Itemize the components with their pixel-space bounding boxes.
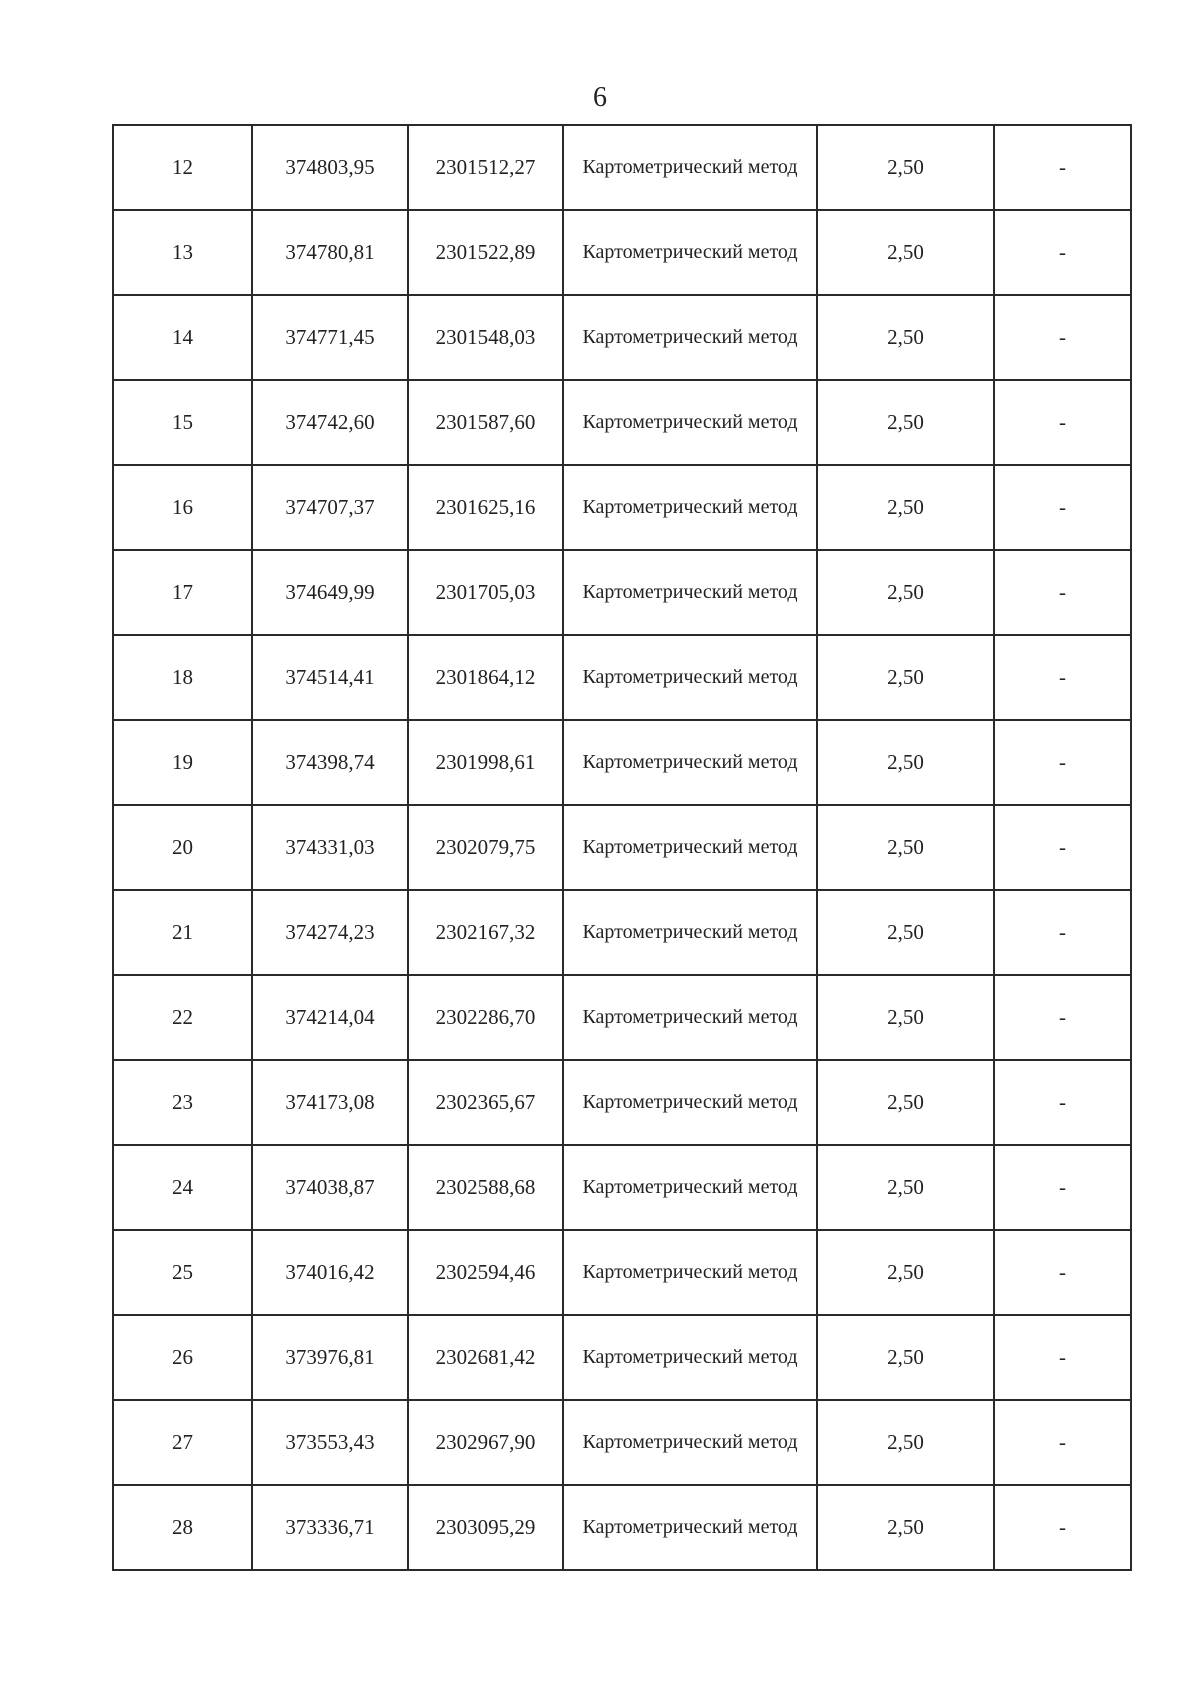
point-number-cell: 12 bbox=[113, 125, 252, 210]
y-coordinate-cell: 2302079,75 bbox=[408, 805, 563, 890]
x-coordinate-cell: 373976,81 bbox=[252, 1315, 408, 1400]
accuracy-cell: 2,50 bbox=[817, 1400, 994, 1485]
accuracy-cell: 2,50 bbox=[817, 210, 994, 295]
x-coordinate-cell: 374514,41 bbox=[252, 635, 408, 720]
table-row bbox=[113, 805, 1131, 890]
method-cell: Картометрический метод bbox=[563, 380, 817, 465]
point-number-cell: 27 bbox=[113, 1400, 252, 1485]
method-cell: Картометрический метод bbox=[563, 1230, 817, 1315]
x-coordinate-cell: 374398,74 bbox=[252, 720, 408, 805]
note-cell: - bbox=[994, 1485, 1131, 1570]
accuracy-cell: 2,50 bbox=[817, 975, 994, 1060]
accuracy-cell: 2,50 bbox=[817, 380, 994, 465]
accuracy-cell: 2,50 bbox=[817, 635, 994, 720]
x-coordinate-cell: 374274,23 bbox=[252, 890, 408, 975]
point-number-cell: 26 bbox=[113, 1315, 252, 1400]
x-coordinate-cell: 374649,99 bbox=[252, 550, 408, 635]
y-coordinate-cell: 2301705,03 bbox=[408, 550, 563, 635]
method-cell: Картометрический метод bbox=[563, 635, 817, 720]
method-cell: Картометрический метод bbox=[563, 125, 817, 210]
table-row bbox=[113, 1145, 1131, 1230]
y-coordinate-cell: 2301864,12 bbox=[408, 635, 563, 720]
y-coordinate-cell: 2301512,27 bbox=[408, 125, 563, 210]
y-coordinate-cell: 2302365,67 bbox=[408, 1060, 563, 1145]
point-number-cell: 22 bbox=[113, 975, 252, 1060]
note-cell: - bbox=[994, 975, 1131, 1060]
table-row bbox=[113, 1315, 1131, 1400]
page-number: 6 bbox=[593, 82, 607, 113]
point-number-cell: 28 bbox=[113, 1485, 252, 1570]
x-coordinate-cell: 374173,08 bbox=[252, 1060, 408, 1145]
x-coordinate-cell: 374331,03 bbox=[252, 805, 408, 890]
x-coordinate-cell: 374742,60 bbox=[252, 380, 408, 465]
accuracy-cell: 2,50 bbox=[817, 125, 994, 210]
point-number-cell: 15 bbox=[113, 380, 252, 465]
accuracy-cell: 2,50 bbox=[817, 720, 994, 805]
note-cell: - bbox=[994, 465, 1131, 550]
note-cell: - bbox=[994, 720, 1131, 805]
note-cell: - bbox=[994, 1145, 1131, 1230]
table-row bbox=[113, 890, 1131, 975]
accuracy-cell: 2,50 bbox=[817, 1315, 994, 1400]
x-coordinate-cell: 374771,45 bbox=[252, 295, 408, 380]
note-cell: - bbox=[994, 380, 1131, 465]
table-row bbox=[113, 1060, 1131, 1145]
note-cell: - bbox=[994, 1060, 1131, 1145]
method-cell: Картометрический метод bbox=[563, 1400, 817, 1485]
point-number-cell: 14 bbox=[113, 295, 252, 380]
point-number-cell: 23 bbox=[113, 1060, 252, 1145]
y-coordinate-cell: 2302967,90 bbox=[408, 1400, 563, 1485]
y-coordinate-cell: 2302681,42 bbox=[408, 1315, 563, 1400]
accuracy-cell: 2,50 bbox=[817, 550, 994, 635]
point-number-cell: 18 bbox=[113, 635, 252, 720]
table-row bbox=[113, 380, 1131, 465]
note-cell: - bbox=[994, 635, 1131, 720]
method-cell: Картометрический метод bbox=[563, 975, 817, 1060]
note-cell: - bbox=[994, 1400, 1131, 1485]
point-number-cell: 20 bbox=[113, 805, 252, 890]
method-cell: Картометрический метод bbox=[563, 720, 817, 805]
point-number-cell: 17 bbox=[113, 550, 252, 635]
x-coordinate-cell: 373336,71 bbox=[252, 1485, 408, 1570]
y-coordinate-cell: 2301587,60 bbox=[408, 380, 563, 465]
x-coordinate-cell: 374803,95 bbox=[252, 125, 408, 210]
point-number-cell: 25 bbox=[113, 1230, 252, 1315]
table-row bbox=[113, 1485, 1131, 1570]
table-row bbox=[113, 975, 1131, 1060]
method-cell: Картометрический метод bbox=[563, 210, 817, 295]
point-number-cell: 13 bbox=[113, 210, 252, 295]
coordinates-table bbox=[112, 124, 1132, 1571]
y-coordinate-cell: 2301522,89 bbox=[408, 210, 563, 295]
y-coordinate-cell: 2303095,29 bbox=[408, 1485, 563, 1570]
y-coordinate-cell: 2301625,16 bbox=[408, 465, 563, 550]
accuracy-cell: 2,50 bbox=[817, 890, 994, 975]
y-coordinate-cell: 2302588,68 bbox=[408, 1145, 563, 1230]
table-row bbox=[113, 720, 1131, 805]
x-coordinate-cell: 374707,37 bbox=[252, 465, 408, 550]
accuracy-cell: 2,50 bbox=[817, 465, 994, 550]
accuracy-cell: 2,50 bbox=[817, 1485, 994, 1570]
accuracy-cell: 2,50 bbox=[817, 1060, 994, 1145]
note-cell: - bbox=[994, 1230, 1131, 1315]
x-coordinate-cell: 374214,04 bbox=[252, 975, 408, 1060]
coordinates-table-body bbox=[113, 125, 1131, 1570]
method-cell: Картометрический метод bbox=[563, 465, 817, 550]
point-number-cell: 16 bbox=[113, 465, 252, 550]
x-coordinate-cell: 373553,43 bbox=[252, 1400, 408, 1485]
x-coordinate-cell: 374780,81 bbox=[252, 210, 408, 295]
note-cell: - bbox=[994, 1315, 1131, 1400]
accuracy-cell: 2,50 bbox=[817, 805, 994, 890]
point-number-cell: 24 bbox=[113, 1145, 252, 1230]
table-row bbox=[113, 210, 1131, 295]
x-coordinate-cell: 374016,42 bbox=[252, 1230, 408, 1315]
note-cell: - bbox=[994, 890, 1131, 975]
y-coordinate-cell: 2302167,32 bbox=[408, 890, 563, 975]
note-cell: - bbox=[994, 550, 1131, 635]
accuracy-cell: 2,50 bbox=[817, 1230, 994, 1315]
accuracy-cell: 2,50 bbox=[817, 295, 994, 380]
method-cell: Картометрический метод bbox=[563, 1315, 817, 1400]
table-row bbox=[113, 1400, 1131, 1485]
method-cell: Картометрический метод bbox=[563, 550, 817, 635]
table-row bbox=[113, 125, 1131, 210]
y-coordinate-cell: 2302286,70 bbox=[408, 975, 563, 1060]
y-coordinate-cell: 2302594,46 bbox=[408, 1230, 563, 1315]
accuracy-cell: 2,50 bbox=[817, 1145, 994, 1230]
table-row bbox=[113, 465, 1131, 550]
point-number-cell: 19 bbox=[113, 720, 252, 805]
note-cell: - bbox=[994, 805, 1131, 890]
x-coordinate-cell: 374038,87 bbox=[252, 1145, 408, 1230]
method-cell: Картометрический метод bbox=[563, 1145, 817, 1230]
method-cell: Картометрический метод bbox=[563, 295, 817, 380]
table-row bbox=[113, 635, 1131, 720]
note-cell: - bbox=[994, 210, 1131, 295]
method-cell: Картометрический метод bbox=[563, 1060, 817, 1145]
table-row bbox=[113, 550, 1131, 635]
table-row bbox=[113, 295, 1131, 380]
method-cell: Картометрический метод bbox=[563, 1485, 817, 1570]
table-row bbox=[113, 1230, 1131, 1315]
point-number-cell: 21 bbox=[113, 890, 252, 975]
y-coordinate-cell: 2301998,61 bbox=[408, 720, 563, 805]
y-coordinate-cell: 2301548,03 bbox=[408, 295, 563, 380]
method-cell: Картометрический метод bbox=[563, 890, 817, 975]
note-cell: - bbox=[994, 125, 1131, 210]
note-cell: - bbox=[994, 295, 1131, 380]
method-cell: Картометрический метод bbox=[563, 805, 817, 890]
